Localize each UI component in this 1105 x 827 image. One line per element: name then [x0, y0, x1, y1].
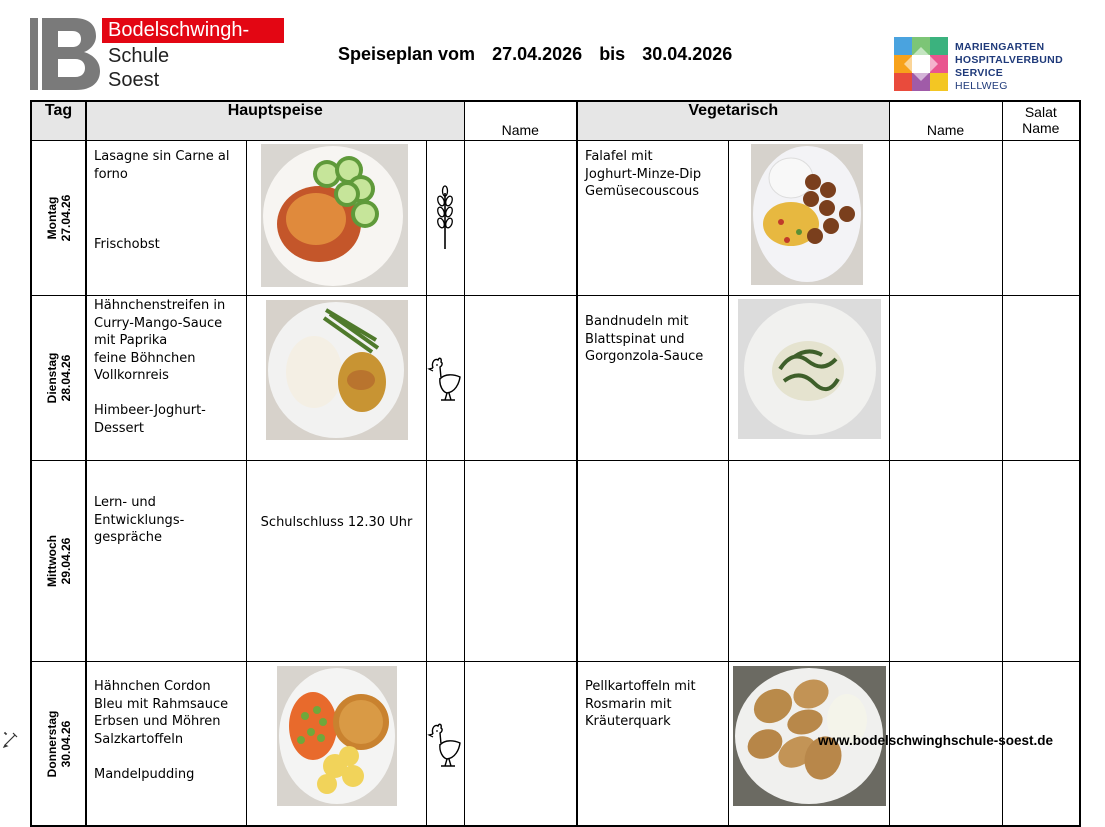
pasta-spinach-photo	[738, 299, 881, 439]
veg-dish-text	[577, 141, 728, 296]
dish-line: Vollkornreis	[94, 368, 169, 383]
dish-line: Falafel mit	[585, 149, 653, 164]
menu-table	[30, 100, 1081, 827]
title-prefix: Speiseplan vom	[338, 44, 476, 64]
day-date: 29.04.26	[58, 537, 73, 585]
falafel-photo	[751, 144, 863, 285]
title-bis: bis	[599, 44, 626, 64]
weekday: Donnerstag	[44, 710, 59, 777]
name-cell	[464, 296, 577, 461]
col-header-hauptspeise: Hauptspeise	[86, 101, 464, 141]
partner-line-1: MARIENGARTEN	[955, 41, 1045, 53]
main-icon-cell	[426, 296, 464, 461]
dish-line: Joghurt-Minze-Dip	[585, 166, 702, 182]
main-icon-cell	[426, 141, 464, 296]
school-closure-note: Schulschluss 12.30 Uhr	[246, 461, 426, 662]
day-cell	[31, 141, 86, 296]
dish-line: Frischobst	[94, 236, 160, 252]
day-row-dienstag	[31, 296, 1080, 461]
name-cell	[464, 461, 577, 662]
wheat-icon	[436, 185, 454, 251]
main-dish-photo	[246, 296, 426, 461]
dish-line: Hähnchen Cordon	[94, 679, 211, 694]
chicken-curry-photo	[266, 300, 408, 440]
main-dish-photo	[246, 141, 426, 296]
day-date: 27.04.26	[58, 194, 73, 242]
dish-line: forno	[94, 166, 128, 182]
day-label	[45, 535, 73, 587]
dish-line: Gemüsecouscous	[585, 184, 700, 199]
name-cell	[464, 662, 577, 827]
veg-dish-photo	[728, 141, 889, 296]
col-header-tag: Tag	[31, 101, 86, 141]
day-date: 30.04.26	[58, 720, 73, 767]
day-label	[45, 195, 73, 242]
day-row-montag	[31, 141, 1080, 296]
dish-line: Erbsen und Möhren	[94, 714, 221, 729]
dish-line: Gorgonzola-Sauce	[585, 349, 704, 364]
veg-dish-photo	[728, 296, 889, 461]
salat-header-line1: Salat	[1024, 104, 1057, 120]
school-name-banner: Bodelschwingh-	[102, 18, 284, 43]
chicken-icon	[427, 354, 463, 402]
day-label	[45, 353, 73, 404]
chicken-icon	[427, 720, 463, 768]
school-logo-b	[30, 18, 102, 90]
day-label	[45, 710, 73, 777]
salat-cell	[1002, 141, 1080, 296]
dish-line: Pellkartoffeln mit	[585, 679, 696, 694]
dish-line: Himbeer-Joghurt-	[94, 403, 206, 418]
dish-line: mit Paprika	[94, 333, 168, 348]
dish-line: Entwicklungs-	[94, 512, 185, 528]
dish-line: Lern- und	[94, 495, 156, 510]
main-icon-cell	[426, 662, 464, 827]
page-title	[338, 44, 744, 65]
weekday: Mittwoch	[44, 535, 59, 587]
partner-line-4: HELLWEG	[955, 80, 1008, 92]
main-dish-text	[86, 662, 246, 827]
lasagne-photo	[261, 144, 408, 287]
school-name-line3: Soest	[108, 69, 160, 91]
day-cell	[31, 662, 86, 827]
website-url[interactable]: www.bodelschwinghschule-soest.de	[818, 733, 1054, 748]
veg-dish-text	[577, 296, 728, 461]
edit-pen-icon	[2, 730, 20, 748]
dish-line: Lasagne sin Carne al	[94, 149, 230, 164]
dish-line: Salzkartoffeln	[94, 731, 184, 747]
name-cell	[464, 141, 577, 296]
col-header-vegetarisch: Vegetarisch	[577, 101, 889, 141]
dish-line: feine Böhnchen	[94, 350, 196, 366]
name-cell-veg	[889, 461, 1002, 662]
main-dish-text	[86, 461, 246, 662]
dish-line: Dessert	[94, 420, 144, 436]
day-cell	[31, 461, 86, 662]
partner-line-2: HOSPITALVERBUND	[955, 54, 1063, 66]
name-cell-veg	[889, 141, 1002, 296]
main-dish-photo	[246, 662, 426, 827]
school-name-line2: Schule	[108, 45, 170, 67]
salat-cell	[1002, 461, 1080, 662]
weekday: Montag	[44, 196, 59, 240]
dish-line: gespräche	[94, 530, 162, 545]
col-header-name: Name	[464, 101, 577, 141]
veg-dish-photo	[728, 461, 889, 662]
col-header-salat	[1002, 101, 1080, 141]
date-from: 27.04.2026	[492, 44, 583, 64]
dish-line: Kräuterquark	[585, 714, 671, 729]
main-dish-text	[86, 141, 246, 296]
day-row-mittwoch	[31, 461, 1080, 662]
dish-line: Curry-Mango-Sauce	[94, 315, 223, 331]
partner-logo-icon	[894, 37, 948, 91]
dish-line: Rosmarin mit	[585, 696, 672, 712]
partner-line-3: SERVICE	[955, 67, 1004, 79]
veg-dish-text	[577, 461, 728, 662]
main-icon-cell	[426, 461, 464, 662]
col-header-name-veg: Name	[889, 101, 1002, 141]
dish-line: Mandelpudding	[94, 766, 195, 782]
dish-line: Bleu mit Rahmsauce	[94, 696, 229, 712]
veg-dish-text	[577, 662, 728, 827]
dish-line: Bandnudeln mit	[585, 314, 689, 329]
dish-line: Blattspinat und	[585, 331, 685, 347]
dish-line: Hähnchenstreifen in	[94, 298, 226, 313]
cordon-bleu-photo	[277, 666, 397, 806]
weekday: Dienstag	[44, 352, 59, 404]
day-date: 28.04.26	[58, 354, 73, 402]
day-cell	[31, 296, 86, 461]
salat-header-line2: Name	[1022, 120, 1060, 136]
name-cell-veg	[889, 296, 1002, 461]
main-dish-text	[86, 296, 246, 461]
date-to: 30.04.2026	[642, 44, 733, 64]
salat-cell	[1002, 296, 1080, 461]
